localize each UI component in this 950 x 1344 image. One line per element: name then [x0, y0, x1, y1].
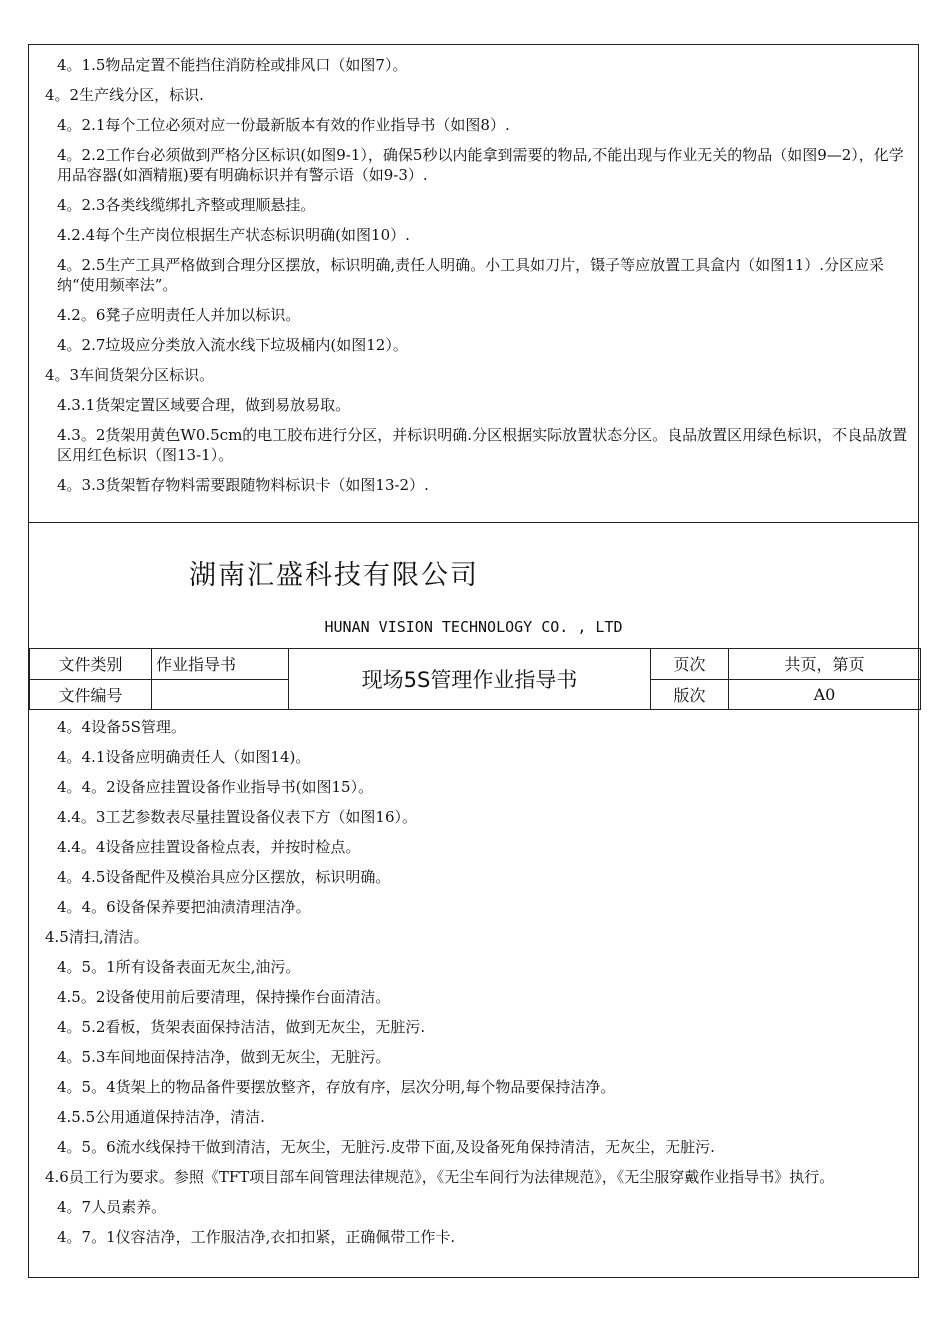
paragraph: 4。4.5设备配件及模治具应分区摆放，标识明确。 — [57, 868, 391, 886]
paragraph: 4.5.5公用通道保持洁净，清洁. — [57, 1108, 265, 1126]
paragraph: 4。5.3车间地面保持洁净，做到无灰尘，无脏污。 — [57, 1048, 391, 1066]
paragraph: 4.2.4每个生产岗位根据生产状态标识明确(如图10）. — [57, 226, 410, 244]
paragraph: 4。5。1所有设备表面无灰尘,油污。 — [57, 958, 301, 976]
doc-type-value: 作业指导书 — [152, 649, 289, 680]
doc-no-label: 文件编号 — [30, 679, 152, 710]
doc-type-label: 文件类别 — [30, 649, 152, 680]
paragraph: 4。4设备5S管理。 — [57, 718, 186, 736]
paragraph: 4。2.1每个工位必须对应一份最新版本有效的作业指导书（如图8）. — [57, 116, 510, 134]
paragraph: 4。2.5生产工具严格做到合理分区摆放，标识明确,责任人明确。小工具如刀片，镊子等应放置工具盒内（如图11）.分区应采纳“使用频率法”。 — [57, 256, 885, 294]
paragraph: 4。2生产线分区，标识. — [45, 86, 204, 104]
paragraph: 4.3.1货架定置区域要合理，做到易放易取。 — [57, 396, 351, 414]
paragraph-list — [29, 55, 918, 505]
page-value: 共页，第页 — [729, 649, 921, 680]
paragraph: 4.6员工行为要求。参照《TFT项目部车间管理法律规范》，《无尘车间行为法律规范》，《无尘服穿戴作业指导书》执行。 — [45, 1168, 835, 1186]
paragraph: 4.3。2货架用黄色W0.5cm的电工胶布进行分区，并标识明确.分区根据实际放置状态分区。良品放置区用绿色标识，不良品放置区用红色标识（图13-1）。 — [57, 426, 908, 464]
doc-no-value — [152, 679, 289, 710]
paragraph: 4.5清扫,清洁。 — [45, 928, 149, 946]
paragraph: 4。2.3各类线缆绑扎齐整或理顺悬挂。 — [57, 196, 316, 214]
paragraph: 4。4。2设备应挂置设备作业指导书(如图15）。 — [57, 778, 374, 796]
page-label: 页次 — [651, 649, 729, 680]
paragraph: 4。7。1仪容洁净，工作服洁净,衣扣扣紧，正确佩带工作卡. — [57, 1228, 456, 1246]
document-info-table — [29, 648, 921, 710]
company-name-en: HUNAN VISION TECHNOLOGY CO. , LTD — [324, 618, 623, 636]
paragraph: 4.4。4设备应挂置设备检点表，并按时检点。 — [57, 838, 361, 856]
company-header — [29, 523, 918, 648]
content-section-top — [29, 45, 918, 523]
paragraph: 4。5。6流水线保持干做到清洁，无灰尘，无脏污.皮带下面,及设备死角保持清洁，无灰尘，无脏污. — [57, 1138, 715, 1156]
document-frame — [28, 44, 919, 1278]
paragraph: 4。2.7垃圾应分类放入流水线下垃圾桶内(如图12）。 — [57, 336, 408, 354]
paragraph: 4.2。6凳子应明责任人并加以标识。 — [57, 306, 301, 324]
paragraph: 4。4。6设备保养要把油渍清理洁净。 — [57, 898, 311, 916]
paragraph: 4。3.3货架暂存物料需要跟随物料标识卡（如图13-2）. — [57, 476, 429, 494]
paragraph: 4.5。2设备使用前后要清理，保持操作台面清洁。 — [57, 988, 391, 1006]
paragraph: 4。5.2看板，货架表面保持洁洁，做到无灰尘，无脏污. — [57, 1018, 426, 1036]
paragraph: 4。4.1设备应明确责任人（如图14)。 — [57, 748, 311, 766]
paragraph: 4。7人员素养。 — [57, 1198, 167, 1216]
paragraph: 4。3车间货架分区标识。 — [45, 366, 215, 384]
paragraph: 4.4。3工艺参数表尽量挂置设备仪表下方（如图16）。 — [57, 808, 417, 826]
content-section-bottom — [29, 711, 918, 1257]
version-value: A0 — [729, 679, 921, 710]
company-name-cn: 湖南汇盛科技有限公司 — [189, 560, 479, 591]
document-title: 现场5S管理作业指导书 — [289, 649, 651, 710]
version-label: 版次 — [651, 679, 729, 710]
paragraph-list — [29, 711, 918, 1247]
paragraph: 4。1.5物品定置不能挡住消防栓或排风口（如图7）。 — [57, 56, 408, 74]
paragraph: 4。5。4货架上的物品备件要摆放整齐，存放有序，层次分明,每个物品要保持洁净。 — [57, 1078, 616, 1096]
paragraph: 4。2.2工作台必须做到严格分区标识(如图9-1），确保5秒以内能拿到需要的物品,不能出现与作业无关的物品（如图9—2），化学用品容器(如酒精瓶)要有明确标识并有警示语（如9-3）. — [57, 146, 904, 184]
